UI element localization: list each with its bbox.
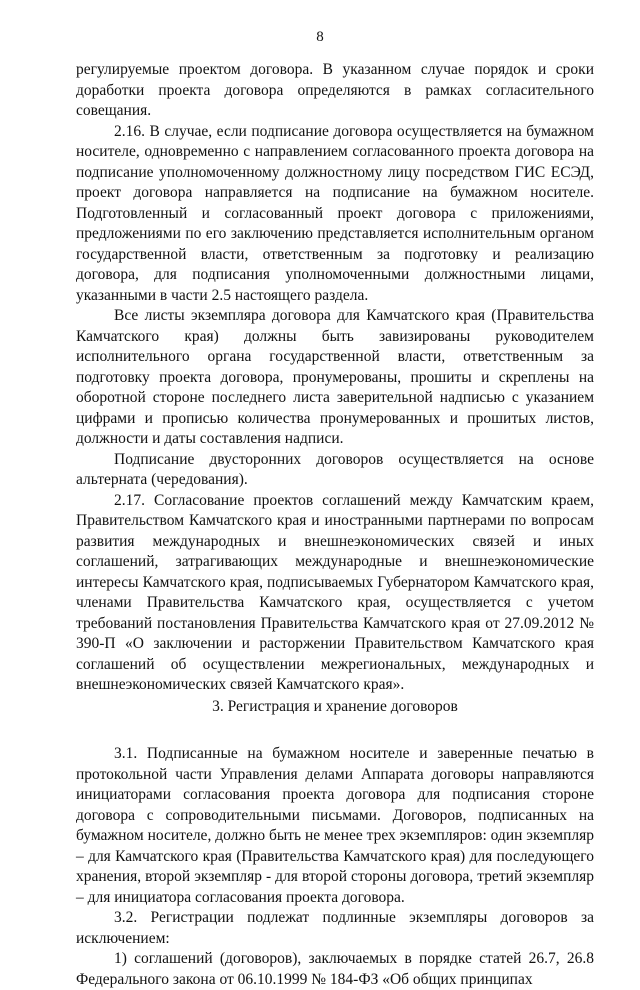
paragraph-3-2: 3.2. Регистрации подлежат подлинные экземпляры договоров за исключением: — [76, 909, 594, 947]
page-number: 8 — [316, 29, 324, 45]
paragraph-sheets-requirements: Все листы экземпляра договора для Камчатского края (Правительства Камчатского края) должны быть завизированы руководителем исполнительного органа государственной власти, ответственным за подготовку проекта договора, пронумерованы, прошиты и скреплены на оборотной стороне последнего листа заверительной надписью с указанием цифрами и прописью количества пронумерованных и прошитых листов, должности и даты составления надписи. — [76, 307, 594, 447]
paragraph-2-17: 2.17. Согласование проектов соглашений между Камчатским краем, Правительством Камчатского края и иностранными партнерами по вопросам развития международных и внешнеэкономических связей и иных соглашений, затрагивающих международные и внешнеэкономические интересы Камчатского края, подписываемых Губернатором Камчатского края, членами Правительства Камчатского края, осуществляется с учетом требований постановления Правительства Камчатского края от 27.09.2012 № 390-П «О заключении и расторжении Правительством Камчатского края соглашений об осуществлении межрегиональных, международных и внешнеэкономических связей Камчатского края». — [76, 491, 594, 693]
paragraph-2-16: 2.16. В случае, если подписание договора осуществляется на бумажном носителе, одновременно с направлением согласованного проекта договора на подписание уполномоченному должностному лицу посредством ГИС ЕСЭД, проект договора направляется на подписание на бумажном носителе. Подготовленный и согласованный проект договора с приложениями, предложениями по его заключению представляется исполнительным органом государственной власти, ответственным за подготовку и реализацию договора, для подписания уполномоченными должностными лицами, указанными в части 2.5 настоящего раздела. — [76, 122, 594, 304]
paragraph-alternat: Подписание двусторонних договоров осуществляется на основе альтерната (чередования). — [76, 450, 594, 488]
paragraph-item-1: 1) соглашений (договоров), заключаемых в порядке статей 26.7, 26.8 Федерального закона от 06.10.1999 № 184-ФЗ «Об общих принципах — [76, 950, 594, 988]
document-body — [76, 60, 594, 990]
paragraph-3-1: 3.1. Подписанные на бумажном носителе и заверенные печатью в протокольной части Управления делами Аппарата договоры направляются инициаторами согласования проекта договора для подписания стороне договора с сопроводительными письмами. Договоров, подписанных на бумажном носителе, должно быть не менее трех экземпляров: один экземпляр – для Камчатского края (Правительства Камчатского края) для последующего хранения, второй экземпляр - для второй стороны договора, третий экземпляр – для инициатора согласования проекта договора. — [76, 745, 594, 906]
section-heading: 3. Регистрация и хранение договоров — [212, 697, 458, 715]
paragraph-continuation: регулируемые проектом договора. В указанном случае порядок и сроки доработки проекта договора определяются в рамках согласительного совещания. — [76, 61, 594, 119]
